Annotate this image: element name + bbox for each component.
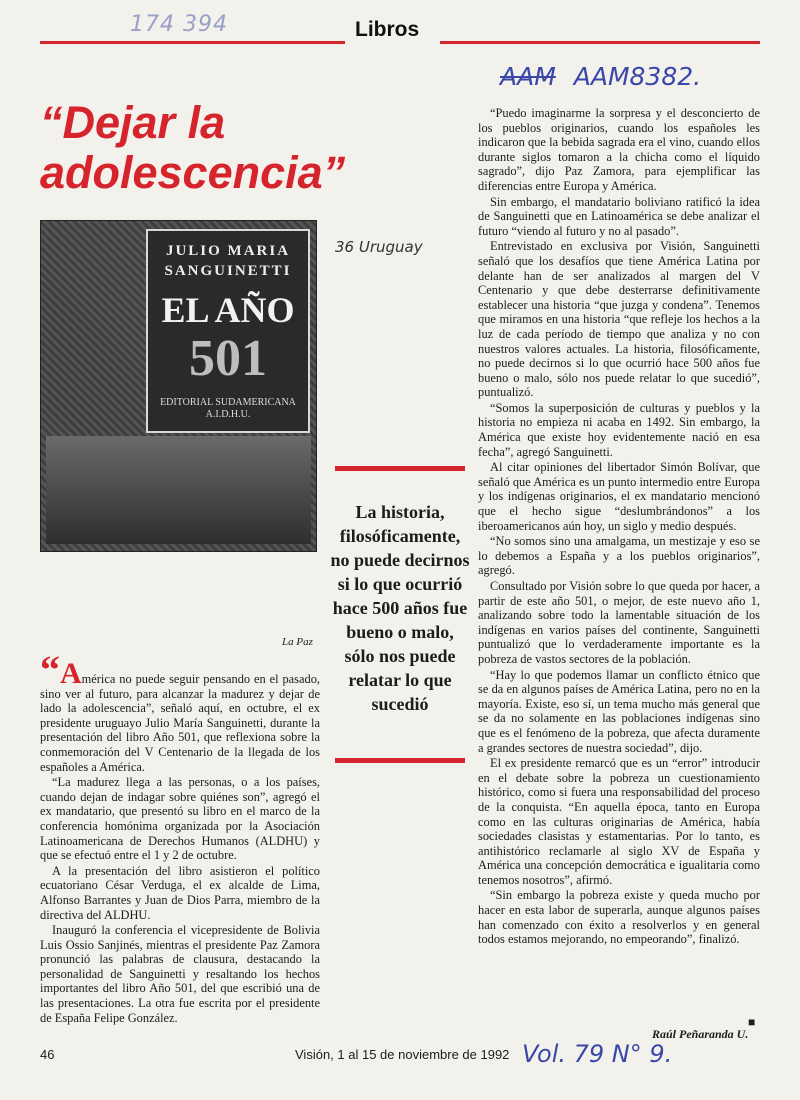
book-number: 501 bbox=[189, 330, 267, 387]
book-title: EL AÑO bbox=[161, 290, 295, 330]
handwritten-code: AAM8382. bbox=[573, 62, 702, 91]
article-column-right bbox=[478, 106, 760, 948]
page-number: 46 bbox=[40, 1047, 55, 1062]
handwritten-catalog-number: 174 394 bbox=[130, 12, 228, 37]
paragraph: Entrevistado en exclusiva por Visión, Sanguinetti señaló que los desafíos que tiene América Latina por delante han de ser analizados al margen del V Centenario y que debe desterrarse definitivamente establecer una historia “que juzga y condena”. Tenemos que miramos en una historia “que refleje los hechos a la luz de cada período de tiempo que analiza y no con nuestros valores actuales. La historia, filosóficamente, no puede decirnos si lo que ocurrió hace 500 años fue bueno o malo, sólo nos puede relatar lo que sucedió”, puntualizó. bbox=[478, 239, 760, 400]
paragraph: Al citar opiniones del libertador Simón Bolívar, que señaló que América es un punto intermedio entre Europa y los indígenas originarios, el ex mandatario mencionó que el hecho sigue “deslumbrándonos” a los iberoamericanos aún hoy, un siglo y medio después. bbox=[478, 460, 760, 533]
book-author: JULIO MARIA SANGUINETTI bbox=[164, 243, 292, 279]
article-headline: “Dejar la adolescencia” bbox=[40, 97, 346, 198]
article-column-left bbox=[40, 647, 320, 1026]
pullquote-rule-top bbox=[335, 466, 465, 471]
end-mark: ■ bbox=[748, 1015, 756, 1029]
handwritten-archive-code bbox=[500, 62, 701, 91]
book-cover-panel bbox=[146, 229, 310, 433]
paragraph: Sin embargo, el mandatario boliviano ratificó la idea de Sanguinetti que en Latinoamérica se debe analizar el futuro “viendo al futuro y no al pasado”. bbox=[478, 194, 760, 238]
lead-text: mérica no puede seguir pensando en el pasado, sino ver al futuro, para alcanzar la madurez y dejar de lado la adolescencia”, señaló aquí, en octubre, el ex presidente uruguayo Julio María Sanguinetti, durante la presentación del libro Año 501, que reflexiona sobre la conmemoración del V Centenario de la llegada de los españoles a América. bbox=[40, 672, 320, 774]
publication-date-line: Visión, 1 al 15 de noviembre de 1992 bbox=[295, 1047, 510, 1062]
paragraph: Inauguró la conferencia el vicepresidente de Bolivia Luis Ossio Sanjinés, mientras el presidente Paz Zamora pronunció las palabras de clausura, destacando la personalidad de Sanguinetti y resaltando los hechos importantes del libro Año 501, del que escribió una de las presentaciones. La otra fue escrita por el presidente de España Felipe González. bbox=[40, 923, 320, 1025]
handwritten-volume-note: Vol. 79 N° 9. bbox=[522, 1040, 673, 1068]
open-quote-mark: “ bbox=[40, 647, 60, 692]
paragraph: A la presentación del libro asistieron el político ecuatoriano César Verduga, el ex alcalde de Lima, Alfonso Barrantes y Juan de Dios Parra, miembro de la directiva del ALDHU. bbox=[40, 863, 320, 922]
handwritten-note: 36 Uruguay bbox=[335, 238, 423, 256]
section-label: Libros bbox=[355, 18, 420, 41]
paragraph: Consultado por Visión sobre lo que queda por hacer, a partir de este año 501, o mejor, de este nuevo año 1, analizando sobre todo la lamentable situación de los indígenas en varios países del continente, Sanguinetti puntualizó que lo verdaderamente importante es la pobreza de vastos sectores de la población. bbox=[478, 579, 760, 666]
header-rule-left bbox=[40, 41, 345, 44]
paragraph: “Hay lo que podemos llamar un conflicto étnico que se da en algunos países de América Latina, pero no en la mayoría. Existe, eso sí, un tema mucho más general que se da no solamente en las poblaciones indígenas sino que es el fenómeno de la pobreza, que afecta duramente a grandes sectores de nuestra sociedad”, dijo. bbox=[478, 667, 760, 755]
paragraph: “La madurez llega a las personas, o a los países, cuando dejan de indagar sobre quiénes son”, agregó el ex mandatario, que presentó su libro en el marco de la conferencia homónima organizada por la Asociación Latinoamericana de Derechos Humanos (ALDHU) y que se efectuó entre el 1 y 2 de octubre. bbox=[40, 775, 320, 863]
paragraph: “No somos sino una amalgama, un mestizaje y eso se lo debemos a España y a los pueblos originarios”, agregó. bbox=[478, 534, 760, 578]
paragraph: “Puedo imaginarme la sorpresa y el desconcierto de los pueblos originarios, cuando los españoles les indicaron que la bebida sagrada era el vino, cuando ellos durante siglos tomaron a la chicha como el líquido sagrado”, dijo Paz Zamora, para ejemplificar las diferencias entre Europa y América. bbox=[478, 106, 760, 193]
header-rule-right bbox=[440, 41, 760, 44]
book-cover-illustration bbox=[46, 436, 311, 544]
paragraph: “Sin embargo la pobreza existe y queda mucho por hacer en esta labor de superarla, aunque algunos países han comenzado con éxito a resolverlos y en general todos estamos mejorando, no empeorando”, finalizó. bbox=[478, 888, 760, 947]
pullquote-rule-bottom bbox=[335, 758, 465, 763]
pullquote: La historia, filosóficamente, no puede decirnos si lo que ocurrió hace 500 años fue bueno o malo, sólo nos puede relatar lo que sucedió bbox=[330, 502, 470, 714]
paragraph: “Somos la superposición de culturas y pueblos y la historia no empieza ni acaba en 1492. Sin embargo, la América que existe hoy evidentemente nació en esa fecha”, agregó Sanguinetti. bbox=[478, 400, 760, 459]
book-publisher: EDITORIAL SUDAMERICANA A.I.D.H.U. bbox=[160, 397, 296, 420]
handwritten-struck-code: AAM bbox=[500, 62, 556, 91]
dateline: La Paz bbox=[282, 636, 313, 648]
byline: Raúl Peñaranda U. bbox=[652, 1027, 749, 1041]
paragraph: El ex presidente remarcó que es un “error” introducir en el debate sobre la pobreza un cuestionamiento histórico, como si fuera una responsabilidad del proceso de la conquista. “En aquella época, tanto en Europa como en las culturas originarias de América, había sociedades clasistas y estamentarias. Por lo tanto, es antihistórico reclamarle al siglo XV de España y América una concepción democrática e igualitaria como tenemos nosotros”, afirmó. bbox=[478, 756, 760, 887]
book-cover-photo bbox=[40, 220, 317, 552]
lead-paragraph bbox=[40, 647, 320, 774]
dropcap: A bbox=[60, 657, 82, 690]
